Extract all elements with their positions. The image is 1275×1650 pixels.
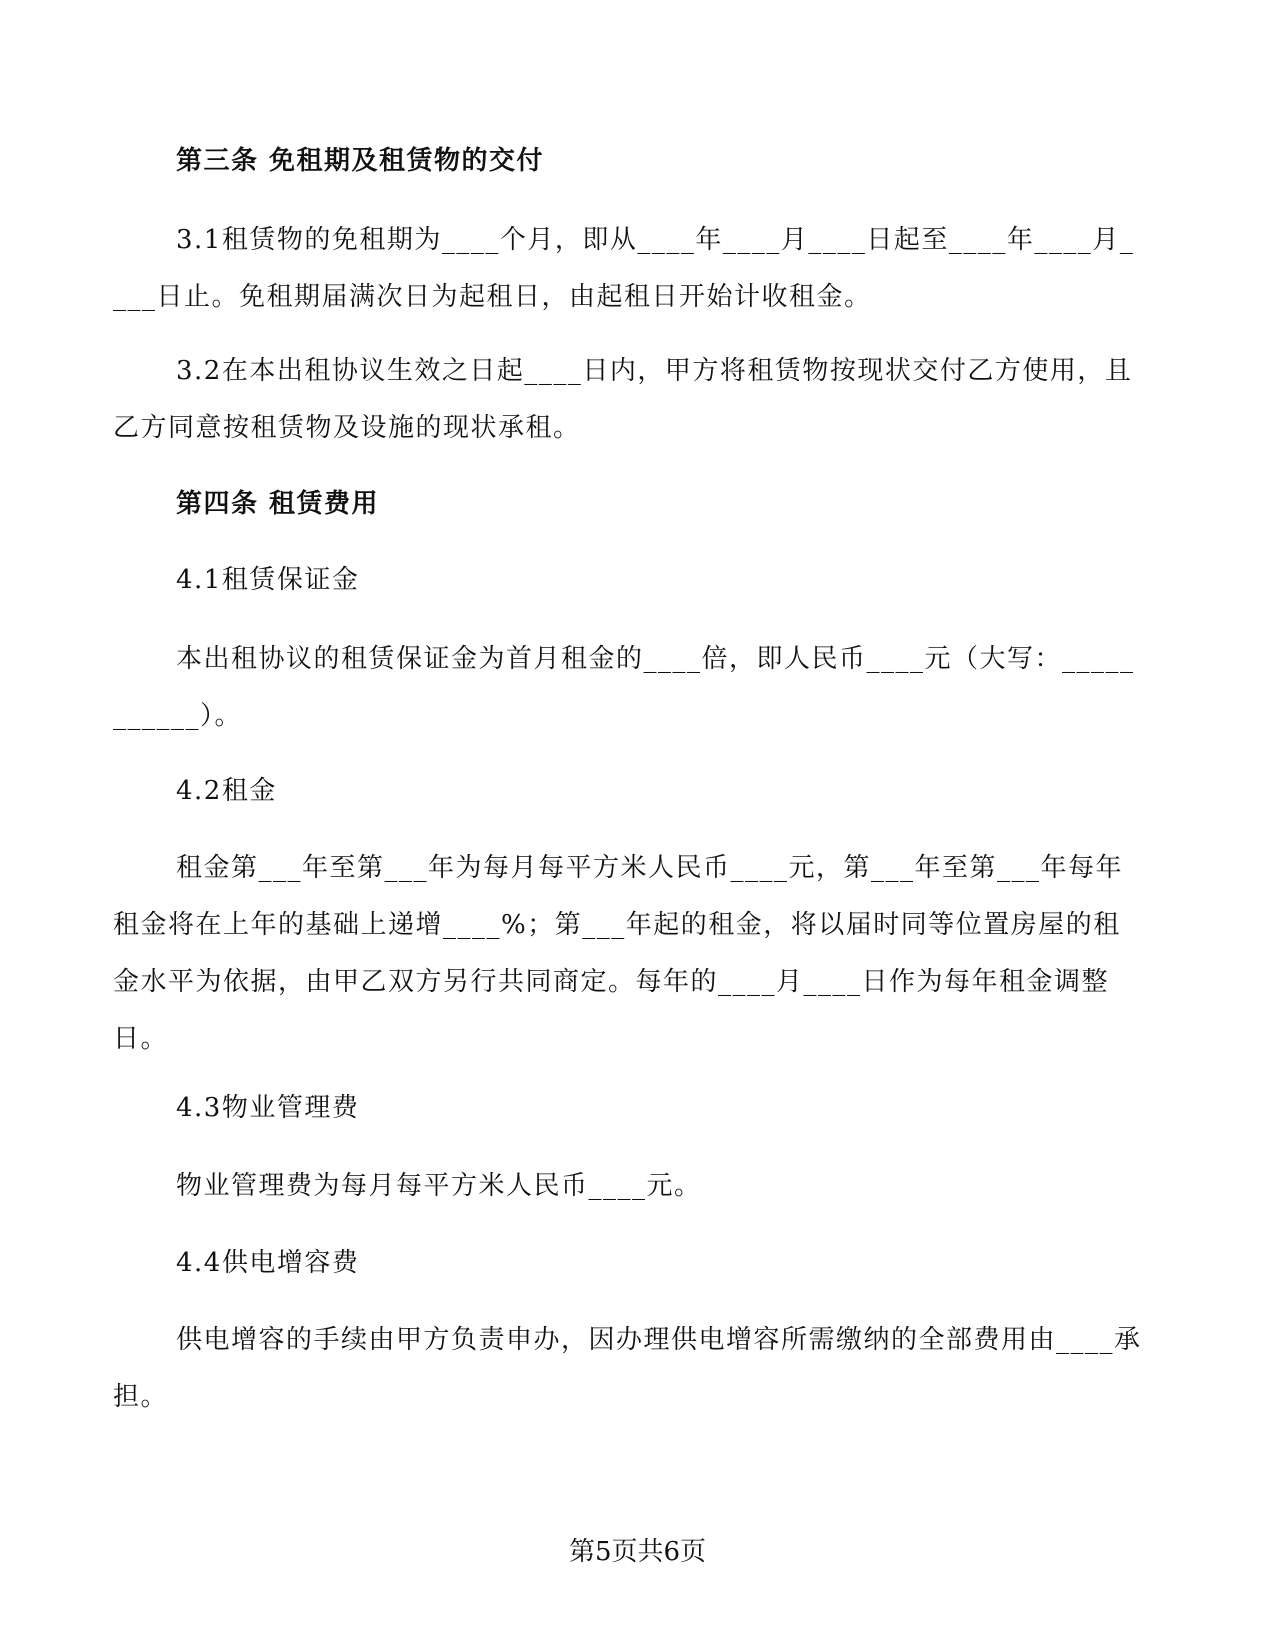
- clause-4-4-title: 4.4供电增容费: [176, 1248, 360, 1278]
- clause-4-2-title: 4.2租金: [176, 776, 277, 806]
- clause-4-2-body: 租金第___年至第___年为每月每平方米人民币____元，第___年至第___年每年租金将在上年的基础上递增____%；第___年起的租金，将以届时同等位置房屋的租金水平为依据，由甲乙双方另行共同商定。每年的____月____日作为每年租金调整日。: [113, 853, 1124, 1054]
- clause-4-1-title: 4.1租赁保证金: [176, 565, 360, 595]
- page-number: 第5页共6页: [568, 1537, 707, 1567]
- article-4-heading: 第四条 租赁费用: [176, 489, 380, 519]
- clause-4-3-body: 物业管理费为每月每平方米人民币____元。: [176, 1171, 702, 1201]
- clause-4-1-body: 本出租协议的租赁保证金为首月租金的____倍，即人民币____元（大写：___________）。: [113, 644, 1135, 731]
- clause-3-2: 3.2在本出租协议生效之日起____日内，甲方将租赁物按现状交付乙方使用，且乙方同意按租赁物及设施的现状承租。: [113, 356, 1133, 443]
- clause-3-1: 3.1租赁物的免租期为____个月，即从____年____月____日起至____年____月____日止。免租期届满次日为起租日，由起租日开始计收租金。: [113, 225, 1135, 312]
- clause-4-4-body: 供电增容的手续由甲方负责申办，因办理供电增容所需缴纳的全部费用由____承担。: [113, 1325, 1142, 1412]
- article-3-heading: 第三条 免租期及租赁物的交付: [176, 146, 545, 176]
- clause-4-3-title: 4.3物业管理费: [176, 1093, 360, 1123]
